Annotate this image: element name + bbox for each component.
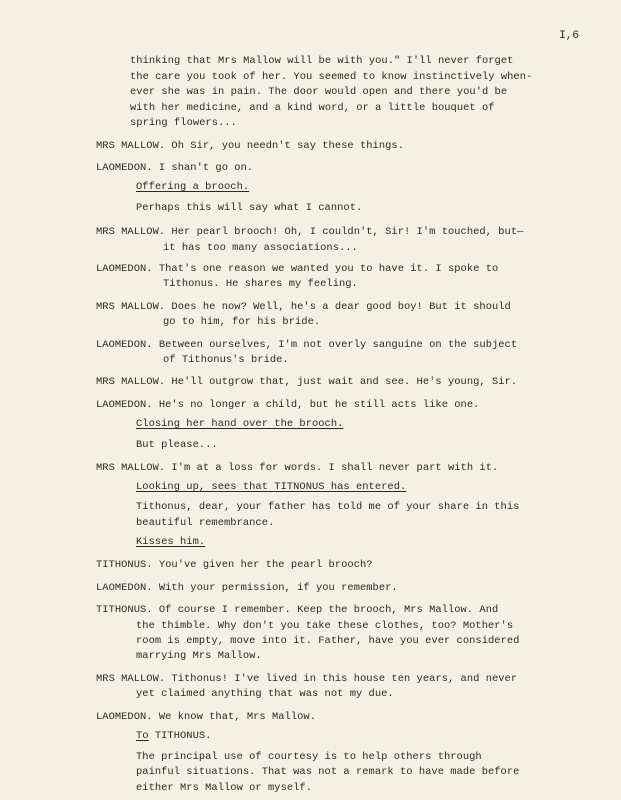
script-line: beautiful remembrance. [136,517,275,529]
script-line: LAOMEDON. That's one reason we wanted you to have it. I spoke to [96,263,499,275]
script-line: marrying Mrs Mallow. [136,650,262,662]
script-line: room is empty, move into it. Father, have you ever considered [136,635,520,647]
stage-direction-line: Closing her hand over the brooch. [136,418,344,430]
script-line: LAOMEDON. I shan't go on. [96,162,254,174]
script-line: MRS MALLOW. Tithonus! I've lived in this house ten years, and never [96,673,518,685]
script-line: LAOMEDON. He's no longer a child, but he still acts like one. [96,399,480,411]
stage-direction-line: Looking up, sees that TITNONUS has entered. [136,481,407,493]
script-line: go to him, for his bride. [163,316,321,328]
script-line: thinking that Mrs Mallow will be with you." I'll never forget [130,55,514,67]
script-line: LAOMEDON. We know that, Mrs Mallow. [96,711,316,723]
script-line: TITHONUS. Of course I remember. Keep the brooch, Mrs Mallow. And [96,604,499,616]
stage-direction-line: Offering a brooch. [136,181,250,193]
script-line: MRS MALLOW. I'm at a loss for words. I shall never part with it. [96,462,499,474]
script-line: MRS MALLOW. Oh Sir, you needn't say these things. [96,140,404,152]
script-line: of Tithonus's bride. [163,354,289,366]
script-line: To TITHONUS. [136,730,212,742]
script-line: Tithonus. He shares my feeling. [163,278,358,290]
script-line: yet claimed anything that was not my due. [136,688,394,700]
script-line: painful situations. That was not a remark to have made before [136,766,520,778]
script-line: TITHONUS. You've given her the pearl brooch? [96,559,373,571]
script-line: LAOMEDON. With your permission, if you remember. [96,582,398,594]
script-line: the care you took of her. You seemed to know instinctively when- [130,71,533,83]
script-line: The principal use of courtesy is to help others through [136,751,482,763]
script-line: either Mrs Mallow or myself. [136,782,312,794]
script-line: LAOMEDON. Between ourselves, I'm not overly sanguine on the subject [96,339,518,351]
script-line: MRS MALLOW. He'll outgrow that, just wait and see. He's young, Sir. [96,376,518,388]
script-line: Tithonus, dear, your father has told me of your share in this [136,501,520,513]
page-number: I,6 [559,30,579,42]
script-line: with her medicine, and a kind word, or a little bouquet of [130,102,495,114]
script-line: Perhaps this will say what I cannot. [136,202,363,214]
script-line: MRS MALLOW. Does he now? Well, he's a dear good boy! But it should [96,301,511,313]
script-line: it has too many associations... [163,242,358,254]
script-line: spring flowers... [130,117,237,129]
script-line: MRS MALLOW. Her pearl brooch! Oh, I couldn't, Sir! I'm touched, but— [96,226,524,238]
script-line: But please... [136,439,218,451]
stage-direction-line: Kisses him. [136,536,206,548]
script-line: the thimble. Why don't you take these clothes, too? Mother's [136,620,514,632]
script-line: ever she was in pain. The door would open and there you'd be [130,86,508,98]
